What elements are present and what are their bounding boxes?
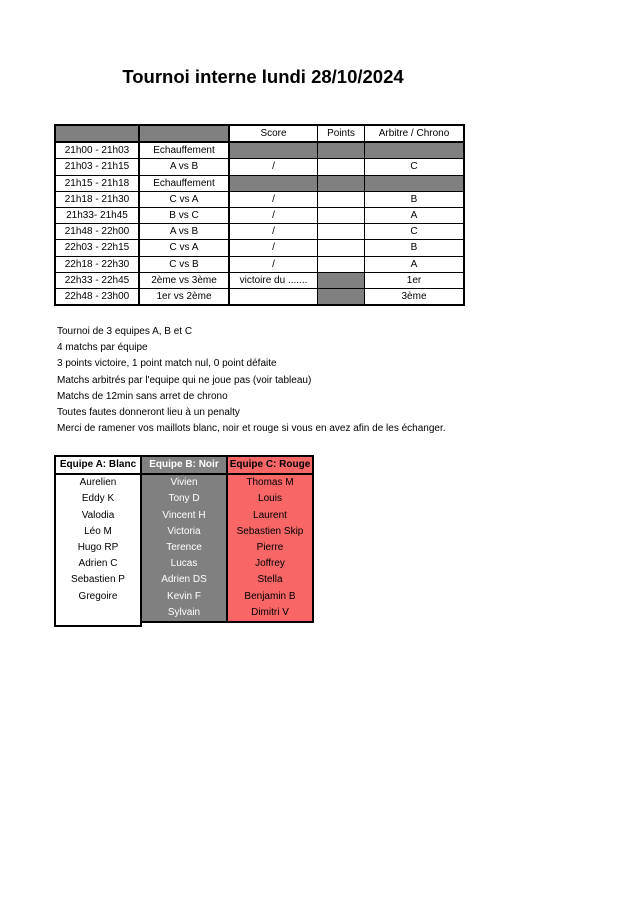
score-cell bbox=[229, 175, 318, 191]
team-row bbox=[55, 474, 313, 491]
schedule-row bbox=[55, 175, 464, 191]
team-row bbox=[55, 491, 313, 507]
score-cell: / bbox=[229, 191, 318, 207]
team-row bbox=[55, 540, 313, 556]
team-b-header: Equipe B: Noir bbox=[141, 456, 227, 474]
border-cell bbox=[227, 622, 313, 626]
time-slot: 21h33- 21h45 bbox=[55, 207, 139, 223]
team-a-player bbox=[55, 605, 141, 622]
team-b-player: Kevin F bbox=[141, 589, 227, 605]
score-cell bbox=[229, 142, 318, 159]
border-cell bbox=[141, 622, 227, 626]
schedule-row bbox=[55, 207, 464, 223]
points-cell bbox=[318, 240, 365, 256]
arbitre-cell: B bbox=[365, 240, 465, 256]
note-line: 3 points victoire, 1 point match nul, 0 point défaite bbox=[57, 358, 277, 370]
match-label: C vs A bbox=[139, 191, 229, 207]
match-label: B vs C bbox=[139, 207, 229, 223]
schedule-row bbox=[55, 288, 464, 305]
time-slot: 21h18 - 21h30 bbox=[55, 191, 139, 207]
page-title: Tournoi interne lundi 28/10/2024 bbox=[122, 66, 404, 87]
match-label: Echauffement bbox=[139, 142, 229, 159]
team-row bbox=[55, 589, 313, 605]
note-line: Merci de ramener vos maillots blanc, noir et rouge si vous en avez afin de les échanger. bbox=[57, 423, 446, 435]
schedule-row bbox=[55, 191, 464, 207]
team-c-player: Laurent bbox=[227, 508, 313, 524]
time-header bbox=[55, 125, 139, 142]
team-a-player: Aurelien bbox=[55, 474, 141, 491]
team-b-player: Adrien DS bbox=[141, 572, 227, 588]
border-cell bbox=[55, 622, 141, 626]
arbitre-cell: A bbox=[365, 207, 465, 223]
team-c-player: Stella bbox=[227, 572, 313, 588]
time-slot: 21h48 - 22h00 bbox=[55, 224, 139, 240]
schedule-row bbox=[55, 272, 464, 288]
team-c-player: Louis bbox=[227, 491, 313, 507]
match-label: C vs A bbox=[139, 240, 229, 256]
team-a-player: Adrien C bbox=[55, 556, 141, 572]
team-c-player: Dimitri V bbox=[227, 605, 313, 622]
time-slot: 22h03 - 22h15 bbox=[55, 240, 139, 256]
team-a-header: Equipe A: Blanc bbox=[55, 456, 141, 474]
team-c-player: Joffrey bbox=[227, 556, 313, 572]
score-cell: / bbox=[229, 224, 318, 240]
time-slot: 21h15 - 21h18 bbox=[55, 175, 139, 191]
points-cell bbox=[318, 224, 365, 240]
team-row bbox=[55, 572, 313, 588]
arbitre-cell: C bbox=[365, 224, 465, 240]
schedule-row bbox=[55, 224, 464, 240]
match-label: A vs B bbox=[139, 159, 229, 175]
teams-table bbox=[54, 455, 314, 627]
team-a-player: Gregoire bbox=[55, 589, 141, 605]
arbitre-cell: B bbox=[365, 191, 465, 207]
team-a-player: Léo M bbox=[55, 524, 141, 540]
team-b-player: Vincent H bbox=[141, 508, 227, 524]
team-a-player: Hugo RP bbox=[55, 540, 141, 556]
teams-bottom-border bbox=[55, 622, 313, 626]
team-b-player: Tony D bbox=[141, 491, 227, 507]
team-row bbox=[55, 556, 313, 572]
points-cell bbox=[318, 207, 365, 223]
note-line: 4 matchs par équipe bbox=[57, 342, 148, 354]
points-header: Points bbox=[318, 125, 365, 142]
team-b-player: Sylvain bbox=[141, 605, 227, 622]
arbitre-cell: C bbox=[365, 159, 465, 175]
team-b-player: Victoria bbox=[141, 524, 227, 540]
points-cell bbox=[318, 191, 365, 207]
note-line: Matchs de 12min sans arret de chrono bbox=[57, 390, 228, 402]
team-b-player: Vivien bbox=[141, 474, 227, 491]
time-slot: 22h48 - 23h00 bbox=[55, 288, 139, 305]
points-cell bbox=[318, 175, 365, 191]
points-cell bbox=[318, 142, 365, 159]
match-label: A vs B bbox=[139, 224, 229, 240]
schedule-table bbox=[54, 124, 465, 306]
points-cell bbox=[318, 288, 365, 305]
arbitre-cell bbox=[365, 175, 465, 191]
time-slot: 22h18 - 22h30 bbox=[55, 256, 139, 272]
score-cell bbox=[229, 288, 318, 305]
team-row bbox=[55, 605, 313, 622]
schedule-row bbox=[55, 256, 464, 272]
arbitre-cell: A bbox=[365, 256, 465, 272]
schedule-row bbox=[55, 159, 464, 175]
team-a-player: Valodia bbox=[55, 508, 141, 524]
match-label: 2ème vs 3ème bbox=[139, 272, 229, 288]
match-label: 1er vs 2ème bbox=[139, 288, 229, 305]
match-label: C vs B bbox=[139, 256, 229, 272]
team-b-player: Terence bbox=[141, 540, 227, 556]
score-cell: / bbox=[229, 256, 318, 272]
team-b-player: Lucas bbox=[141, 556, 227, 572]
team-c-player: Sebastien Skip bbox=[227, 524, 313, 540]
tournament-notes bbox=[57, 324, 446, 437]
schedule-row bbox=[55, 240, 464, 256]
score-cell: / bbox=[229, 240, 318, 256]
team-row bbox=[55, 524, 313, 540]
match-label: Echauffement bbox=[139, 175, 229, 191]
score-cell: / bbox=[229, 159, 318, 175]
team-row bbox=[55, 508, 313, 524]
arbitre-header: Arbitre / Chrono bbox=[365, 125, 465, 142]
match-header bbox=[139, 125, 229, 142]
schedule-row bbox=[55, 142, 464, 159]
schedule-header-row bbox=[55, 125, 464, 142]
team-c-player: Benjamin B bbox=[227, 589, 313, 605]
arbitre-cell: 3ème bbox=[365, 288, 465, 305]
team-c-header: Equipe C: Rouge bbox=[227, 456, 313, 474]
team-c-player: Pierre bbox=[227, 540, 313, 556]
time-slot: 22h33 - 22h45 bbox=[55, 272, 139, 288]
score-cell: victoire du ....... bbox=[229, 272, 318, 288]
teams-header-row bbox=[55, 456, 313, 474]
score-cell: / bbox=[229, 207, 318, 223]
time-slot: 21h03 - 21h15 bbox=[55, 159, 139, 175]
arbitre-cell: 1er bbox=[365, 272, 465, 288]
note-line: Toutes fautes donneront lieu à un penalty bbox=[57, 407, 240, 419]
points-cell bbox=[318, 256, 365, 272]
arbitre-cell bbox=[365, 142, 465, 159]
team-a-player: Sebastien P bbox=[55, 572, 141, 588]
score-header: Score bbox=[229, 125, 318, 142]
note-line: Tournoi de 3 equipes A, B et C bbox=[57, 326, 193, 337]
team-a-player: Eddy K bbox=[55, 491, 141, 507]
points-cell bbox=[318, 159, 365, 175]
points-cell bbox=[318, 272, 365, 288]
note-line: Matchs arbitrés par l'equipe qui ne joue pas (voir tableau) bbox=[57, 374, 312, 386]
time-slot: 21h00 - 21h03 bbox=[55, 142, 139, 159]
team-c-player: Thomas M bbox=[227, 474, 313, 491]
